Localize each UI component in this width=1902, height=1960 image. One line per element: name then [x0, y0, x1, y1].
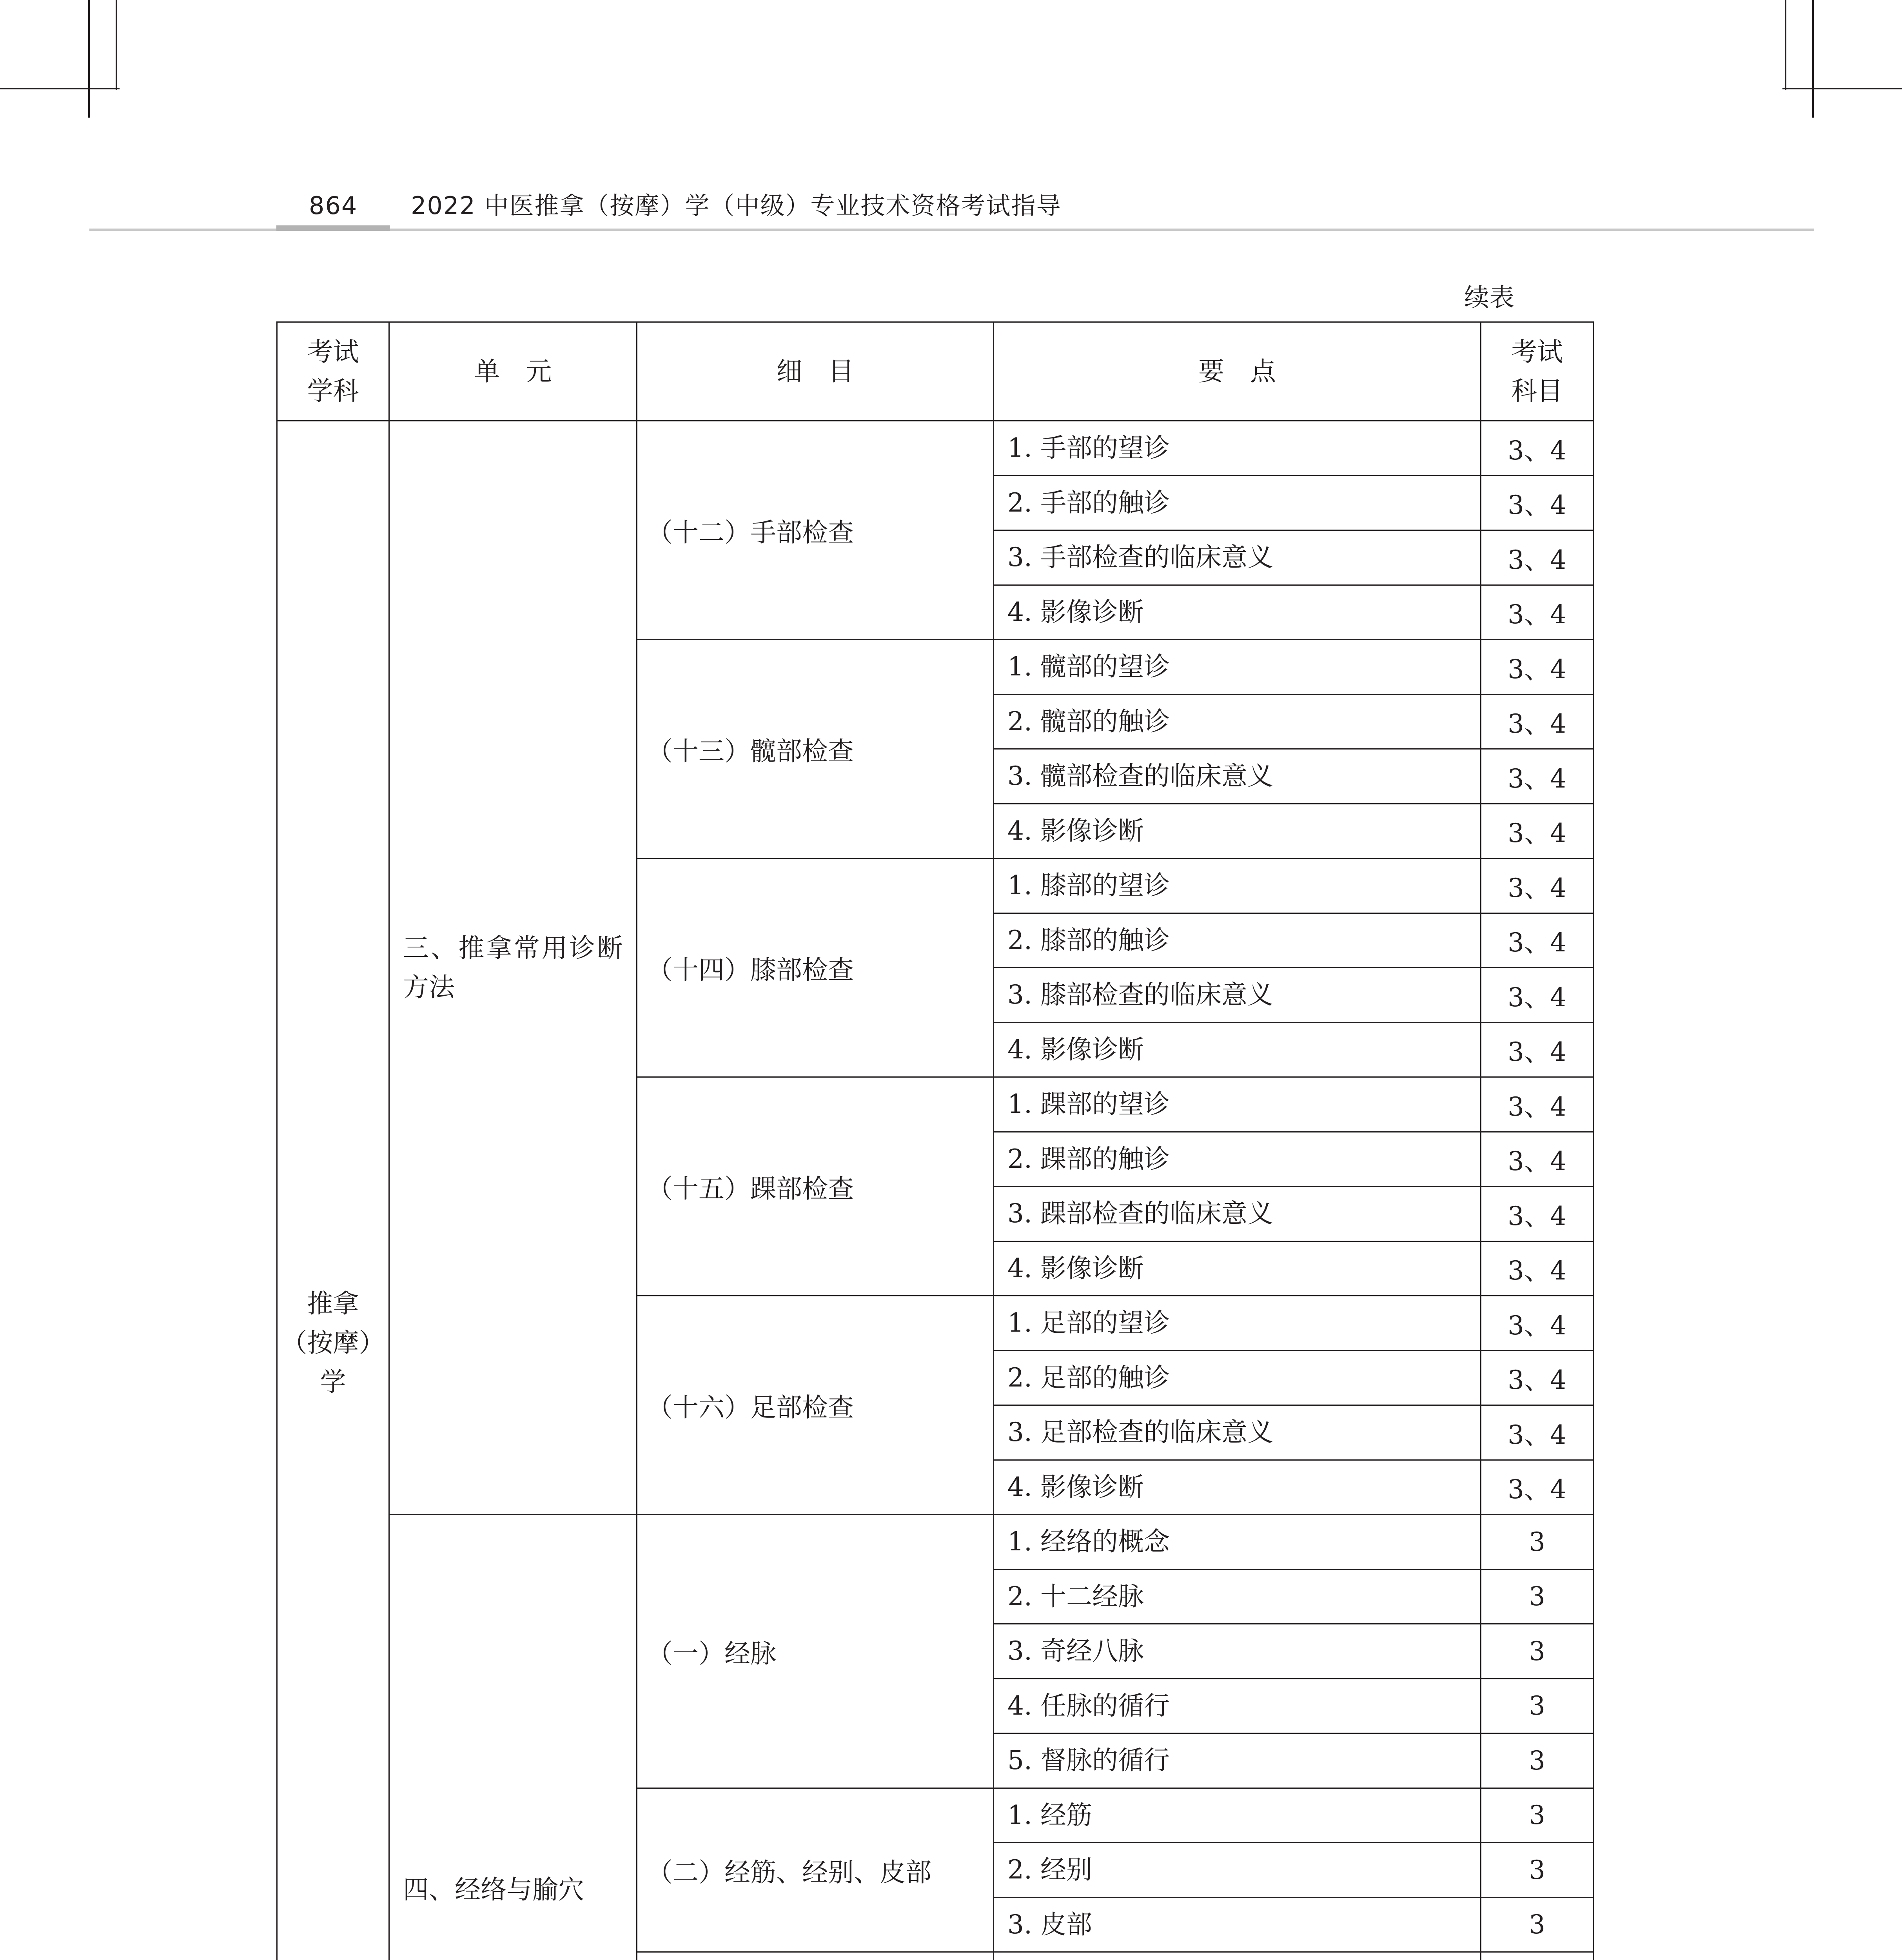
level-cell: 3	[1481, 1679, 1593, 1733]
level-cell: 3	[1481, 1624, 1593, 1679]
point-cell: 2. 十二经脉	[994, 1569, 1481, 1624]
crop-mark	[116, 0, 117, 90]
continued-label: 续表	[1464, 283, 1514, 312]
crop-mark	[1812, 0, 1814, 118]
level-cell: 3	[1481, 1897, 1593, 1952]
point-cell: 2. 膝部的触诊	[994, 913, 1481, 968]
point-cell: 1. 足部的望诊	[994, 1296, 1481, 1351]
point-cell: 4. 影像诊断	[994, 1241, 1481, 1296]
syllabus-table	[276, 321, 1594, 1960]
level-cell: 3、4	[1481, 1405, 1593, 1460]
level-cell: 3、4	[1481, 421, 1593, 476]
unit-cell: 四、经络与腧穴	[389, 1515, 637, 1960]
level-cell: 3	[1481, 1515, 1593, 1570]
level-cell: 3、4	[1481, 858, 1593, 913]
crop-mark	[1785, 0, 1786, 90]
point-cell: 3. 手部检查的临床意义	[994, 530, 1481, 585]
level-cell: 3、4	[1481, 475, 1593, 530]
crop-mark	[0, 88, 120, 89]
level-cell: 3、4	[1481, 585, 1593, 640]
item-cell: （十二）手部检查	[637, 421, 994, 640]
level-cell: 3、4	[1481, 694, 1593, 749]
point-cell: 1. 膝部的望诊	[994, 858, 1481, 913]
point-cell: 1. 手部的望诊	[994, 421, 1481, 476]
level-cell: 3、4	[1481, 913, 1593, 968]
point-cell: 3. 膝部检查的临床意义	[994, 968, 1481, 1023]
header-unit: 单 元	[389, 322, 637, 421]
point-cell: 3. 髋部检查的临床意义	[994, 749, 1481, 804]
page-number: 864	[309, 191, 358, 220]
item-cell: （一）经脉	[637, 1515, 994, 1788]
level-cell: 3、4	[1481, 1296, 1593, 1351]
item-cell	[637, 1952, 994, 1960]
level-cell	[1481, 1952, 1593, 1960]
point-cell: 2. 手部的触诊	[994, 475, 1481, 530]
point-cell	[994, 1952, 1481, 1960]
unit-cell: 三、推拿常用诊断方法	[389, 421, 637, 1515]
point-cell: 4. 影像诊断	[994, 1022, 1481, 1077]
point-cell: 3. 皮部	[994, 1897, 1481, 1952]
level-cell: 3、4	[1481, 1241, 1593, 1296]
level-cell: 3	[1481, 1788, 1593, 1843]
header-rule-accent	[276, 225, 390, 231]
book-title: 2022 中医推拿（按摩）学（中级）专业技术资格考试指导	[411, 191, 1062, 220]
point-cell: 5. 督脉的循行	[994, 1733, 1481, 1788]
level-cell: 3、4	[1481, 968, 1593, 1023]
crop-mark	[1782, 88, 1902, 89]
level-cell: 3、4	[1481, 530, 1593, 585]
item-cell: （十五）踝部检查	[637, 1077, 994, 1296]
item-cell: （十六）足部检查	[637, 1296, 994, 1515]
header-subject: 考试 学科	[277, 322, 389, 421]
point-cell: 4. 影像诊断	[994, 804, 1481, 858]
running-header	[89, 188, 1814, 231]
header-level: 考试 科目	[1481, 322, 1593, 421]
level-cell: 3、4	[1481, 804, 1593, 858]
table-header-row	[277, 322, 1593, 421]
point-cell: 3. 奇经八脉	[994, 1624, 1481, 1679]
point-cell: 2. 足部的触诊	[994, 1350, 1481, 1405]
level-cell: 3、4	[1481, 749, 1593, 804]
point-cell: 4. 任脉的循行	[994, 1679, 1481, 1733]
level-cell: 3、4	[1481, 1022, 1593, 1077]
level-cell: 3、4	[1481, 1187, 1593, 1241]
level-cell: 3、4	[1481, 1132, 1593, 1187]
item-cell: （二）经筋、经别、皮部	[637, 1788, 994, 1952]
item-cell: （十三）髋部检查	[637, 640, 994, 858]
point-cell: 4. 影像诊断	[994, 1460, 1481, 1515]
level-cell: 3	[1481, 1843, 1593, 1898]
crop-mark	[88, 0, 90, 118]
level-cell: 3、4	[1481, 1350, 1593, 1405]
point-cell: 2. 经别	[994, 1843, 1481, 1898]
point-cell: 1. 踝部的望诊	[994, 1077, 1481, 1132]
table-row	[277, 1515, 1593, 1570]
subject-cell: 推拿 （按摩） 学	[277, 421, 389, 1960]
point-cell: 4. 影像诊断	[994, 585, 1481, 640]
table-row	[277, 421, 1593, 476]
level-cell: 3、4	[1481, 640, 1593, 695]
point-cell: 1. 髋部的望诊	[994, 640, 1481, 695]
level-cell: 3、4	[1481, 1460, 1593, 1515]
level-cell: 3	[1481, 1569, 1593, 1624]
level-cell: 3、4	[1481, 1077, 1593, 1132]
point-cell: 2. 髋部的触诊	[994, 694, 1481, 749]
point-cell: 3. 踝部检查的临床意义	[994, 1187, 1481, 1241]
point-cell: 2. 踝部的触诊	[994, 1132, 1481, 1187]
point-cell: 1. 经络的概念	[994, 1515, 1481, 1570]
point-cell: 1. 经筋	[994, 1788, 1481, 1843]
level-cell: 3	[1481, 1733, 1593, 1788]
item-cell: （十四）膝部检查	[637, 858, 994, 1077]
header-item: 细 目	[637, 322, 994, 421]
header-point: 要 点	[994, 322, 1481, 421]
point-cell: 3. 足部检查的临床意义	[994, 1405, 1481, 1460]
